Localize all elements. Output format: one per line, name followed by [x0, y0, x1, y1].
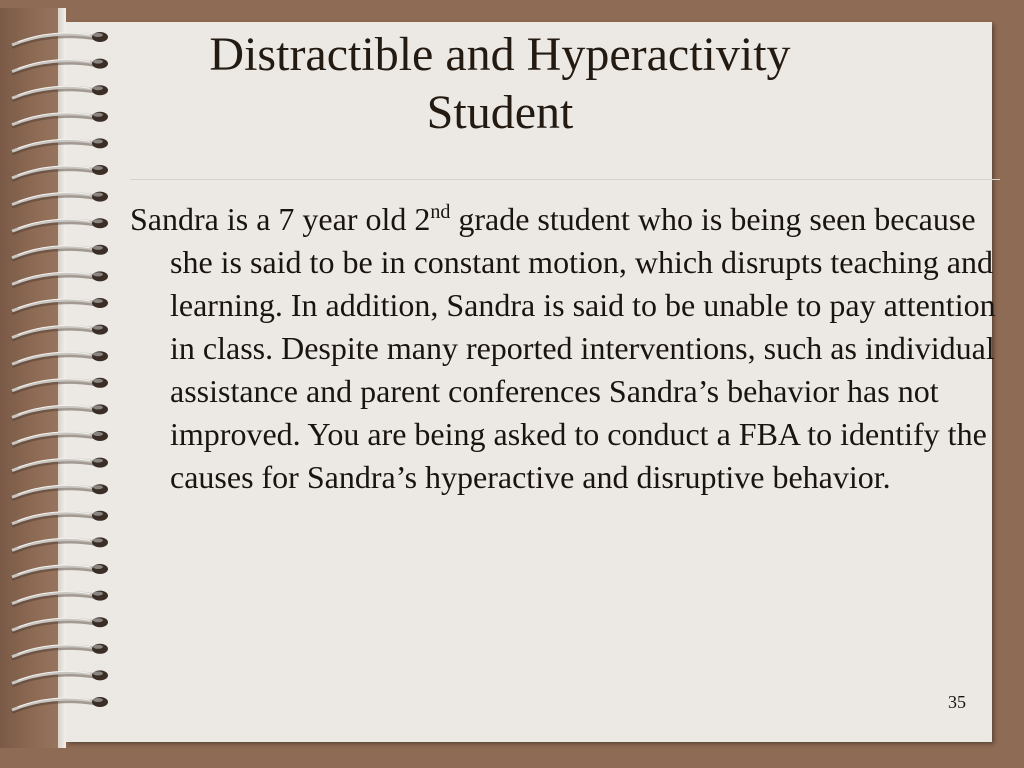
- binding-ring: [12, 564, 108, 579]
- title-line-1: Distractible and Hyperactivity: [209, 28, 791, 81]
- binding-ring: [12, 325, 108, 340]
- binding-ring: [12, 192, 108, 207]
- binding-ring: [12, 431, 108, 446]
- slide-body: [130, 198, 1015, 499]
- binding-ring: [12, 484, 108, 499]
- ordinal-suffix: nd: [430, 201, 451, 223]
- binding-ring: [12, 617, 108, 632]
- binding-ring: [12, 245, 108, 260]
- binding-ring: [12, 511, 108, 526]
- binding-ring: [12, 271, 108, 286]
- title-line-2: Student: [426, 86, 574, 139]
- binding-ring: [12, 404, 108, 419]
- binding-ring: [12, 644, 108, 659]
- page-number: 35: [948, 692, 966, 712]
- slide-title: [80, 26, 920, 142]
- binding-ring: [12, 458, 108, 473]
- title-divider: [130, 179, 1000, 180]
- binding-ring: [12, 697, 108, 712]
- body-text-rest: grade student who is being seen because she is said to be in constant motion, which disrupts teaching and learning. In addition, Sandra is said to be unable to pay attention in class. Despite many reported interventions, such as individual assistance and parent conferences Sandra’s behavior has not improved. You are being asked to conduct a FBA to identify the causes for Sandra’s hyperactive and disruptive behavior.: [170, 201, 996, 495]
- binding-ring: [12, 298, 108, 313]
- binding-ring: [12, 351, 108, 366]
- binding-ring: [12, 218, 108, 233]
- binding-ring: [12, 165, 108, 180]
- binding-ring: [12, 537, 108, 552]
- body-text-start: Sandra is a 7 year old 2: [130, 201, 431, 237]
- binding-ring: [12, 378, 108, 393]
- binding-ring: [12, 670, 108, 685]
- binding-ring: [12, 591, 108, 606]
